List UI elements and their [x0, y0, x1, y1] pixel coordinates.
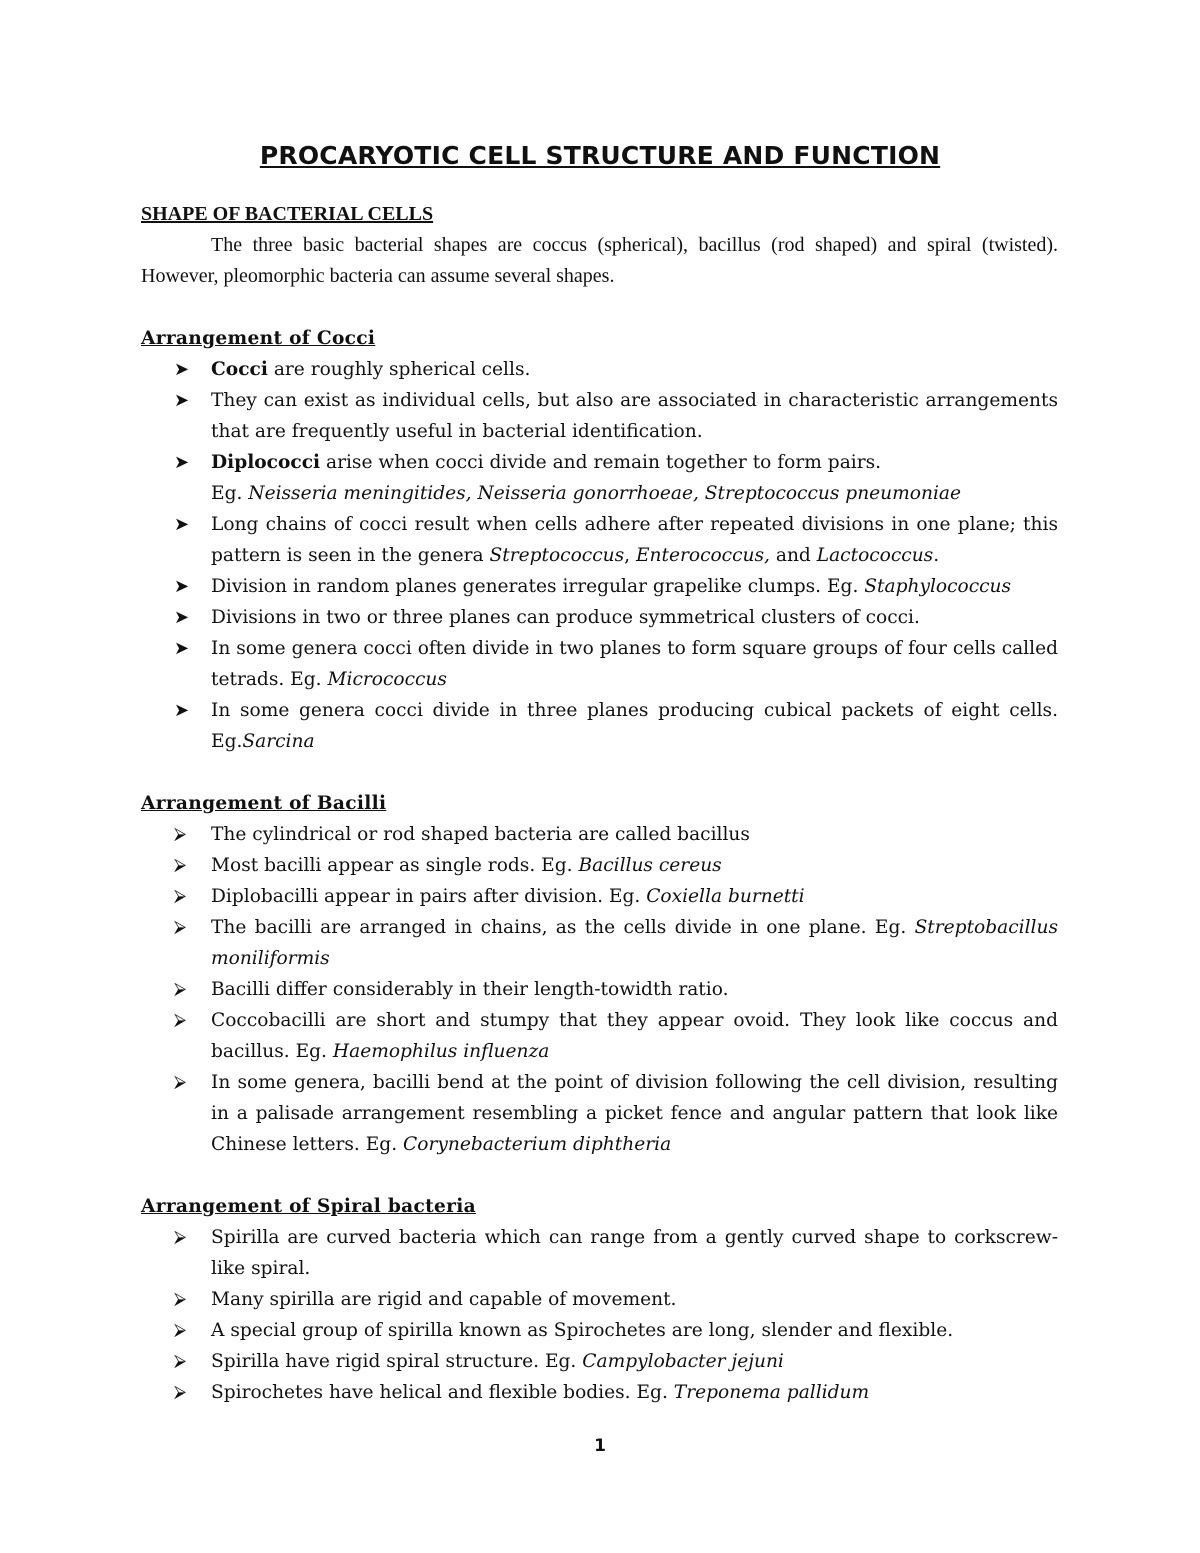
section-heading-shape: SHAPE OF BACTERIAL CELLS	[141, 203, 434, 225]
item-species: Coxiella burnetti	[646, 886, 805, 907]
item-species: Staphylococcus	[864, 576, 1012, 597]
outline-arrow-icon: ⮚	[174, 979, 187, 999]
solid-arrow-icon: ➤	[174, 638, 190, 659]
item-text: Divisions in two or three planes can produce symmetrical clusters of cocci.	[211, 607, 920, 628]
item-species: Treponema pallidum	[673, 1382, 870, 1403]
outline-arrow-icon: ⮚	[174, 855, 187, 875]
item-text: A special group of spirilla known as Spirochetes are long, slender and flexible.	[211, 1320, 954, 1341]
item-strong: Cocci	[211, 359, 268, 380]
outline-arrow-icon: ⮚	[174, 1072, 187, 1092]
item-species: Streptobacillus moniliformis	[211, 917, 1058, 969]
item-text: The cylindrical or rod shaped bacteria are called bacillus	[211, 824, 750, 845]
bacilli-list	[141, 819, 1058, 1160]
item-species: Campylobacter jejuni	[582, 1351, 784, 1372]
item-text: In some genera cocci divide in three planes producing cubical packets of eight cells. Eg.	[211, 700, 1058, 752]
solid-arrow-icon: ➤	[174, 514, 190, 535]
list-item	[141, 1284, 1058, 1315]
list-item	[141, 1005, 1058, 1067]
outline-arrow-icon: ⮚	[174, 917, 187, 937]
list-item	[141, 354, 1058, 385]
list-item	[141, 447, 1058, 509]
item-species: Neisseria meningitides, Neisseria gonorrhoeae, Streptococcus pneumoniae	[248, 483, 961, 504]
outline-arrow-icon: ⮚	[174, 824, 187, 844]
item-species: Lactococcus	[816, 545, 934, 566]
item-text: They can exist as individual cells, but also are associated in characteristic arrangements that are frequently useful in bacterial identification.	[211, 390, 1058, 442]
list-item	[141, 385, 1058, 447]
page-content	[141, 199, 1058, 1408]
spiral-list	[141, 1222, 1058, 1408]
item-species: Sarcina	[242, 731, 315, 752]
item-text: .	[933, 545, 940, 566]
spacer	[141, 292, 1058, 323]
item-text: Division in random planes generates irregular grapelike clumps. Eg.	[211, 576, 865, 597]
item-text: Eg.	[211, 483, 249, 504]
item-text: Long chains of cocci result when cells adhere after repeated divisions in one plane; this pattern is seen in the genera	[211, 514, 1058, 566]
item-text: In some genera cocci often divide in two planes to form square groups of four cells called tetrads. Eg.	[211, 638, 1058, 690]
item-text: Most bacilli appear as single rods. Eg.	[211, 855, 579, 876]
outline-arrow-icon: ⮚	[174, 1010, 187, 1030]
cocci-list	[141, 354, 1058, 757]
item-species: Haemophilus influenza	[332, 1041, 550, 1062]
item-species: Streptococcus	[489, 545, 625, 566]
item-text: and	[769, 545, 817, 566]
list-item	[141, 881, 1058, 912]
item-text: arise when cocci divide and remain together to form pairs.	[320, 452, 882, 473]
list-item	[141, 1315, 1058, 1346]
list-item	[141, 819, 1058, 850]
solid-arrow-icon: ➤	[174, 359, 190, 380]
section-heading-spiral: Arrangement of Spiral bacteria	[141, 1196, 476, 1217]
list-item	[141, 1222, 1058, 1284]
item-text: are roughly spherical cells.	[267, 359, 531, 380]
item-text: Spirilla have rigid spiral structure. Eg.	[211, 1351, 583, 1372]
item-text: The bacilli are arranged in chains, as the cells divide in one plane. Eg.	[211, 917, 915, 938]
list-item	[141, 1067, 1058, 1160]
item-species: Enterococcus,	[635, 545, 770, 566]
list-item	[141, 633, 1058, 695]
section-heading-cocci: Arrangement of Cocci	[141, 328, 376, 349]
item-species: Corynebacterium diphtheria	[403, 1134, 672, 1155]
list-item	[141, 509, 1058, 571]
outline-arrow-icon: ⮚	[174, 1320, 187, 1340]
outline-arrow-icon: ⮚	[174, 1227, 187, 1247]
list-item	[141, 571, 1058, 602]
item-species: Bacillus cereus	[578, 855, 722, 876]
outline-arrow-icon: ⮚	[174, 1382, 187, 1402]
section-heading-bacilli: Arrangement of Bacilli	[141, 793, 387, 814]
solid-arrow-icon: ➤	[174, 452, 190, 473]
item-text: Spirochetes have helical and flexible bodies. Eg.	[211, 1382, 674, 1403]
item-text: In some genera, bacilli bend at the point of division following the cell division, resulting in a palisade arrangement resembling a picket fence and angular pattern that look like Chinese letters. Eg.	[211, 1072, 1058, 1155]
intro-paragraph: The three basic bacterial shapes are coccus (spherical), bacillus (rod shaped) and spiral (twisted). However, pleomorphic bacteria can assume several shapes.	[141, 234, 1058, 287]
list-item	[141, 850, 1058, 881]
spacer	[141, 1160, 1058, 1191]
list-item	[141, 974, 1058, 1005]
outline-arrow-icon: ⮚	[174, 1289, 187, 1309]
outline-arrow-icon: ⮚	[174, 886, 187, 906]
list-item	[141, 602, 1058, 633]
item-text: Spirilla are curved bacteria which can range from a gently curved shape to corkscrew-like spiral.	[211, 1227, 1058, 1279]
list-item	[141, 912, 1058, 974]
item-text: Bacilli differ considerably in their length-towidth ratio.	[211, 979, 729, 1000]
item-strong: Diplococci	[211, 452, 321, 473]
list-item	[141, 1346, 1058, 1377]
list-item	[141, 695, 1058, 757]
solid-arrow-icon: ➤	[174, 390, 190, 411]
list-item	[141, 1377, 1058, 1408]
item-text: Diplobacilli appear in pairs after division. Eg.	[211, 886, 647, 907]
page-title: PROCARYOTIC CELL STRUCTURE AND FUNCTION	[259, 141, 941, 170]
outline-arrow-icon: ⮚	[174, 1351, 187, 1371]
item-text: Many spirilla are rigid and capable of movement.	[211, 1289, 677, 1310]
solid-arrow-icon: ➤	[174, 576, 190, 597]
solid-arrow-icon: ➤	[174, 700, 190, 721]
item-text: Coccobacilli are short and stumpy that they appear ovoid. They look like coccus and bacillus. Eg.	[211, 1010, 1058, 1062]
page-number: 1	[594, 1436, 606, 1456]
item-species: Micrococcus	[327, 669, 447, 690]
item-text: ,	[624, 545, 636, 566]
spacer	[141, 757, 1058, 788]
solid-arrow-icon: ➤	[174, 607, 190, 628]
